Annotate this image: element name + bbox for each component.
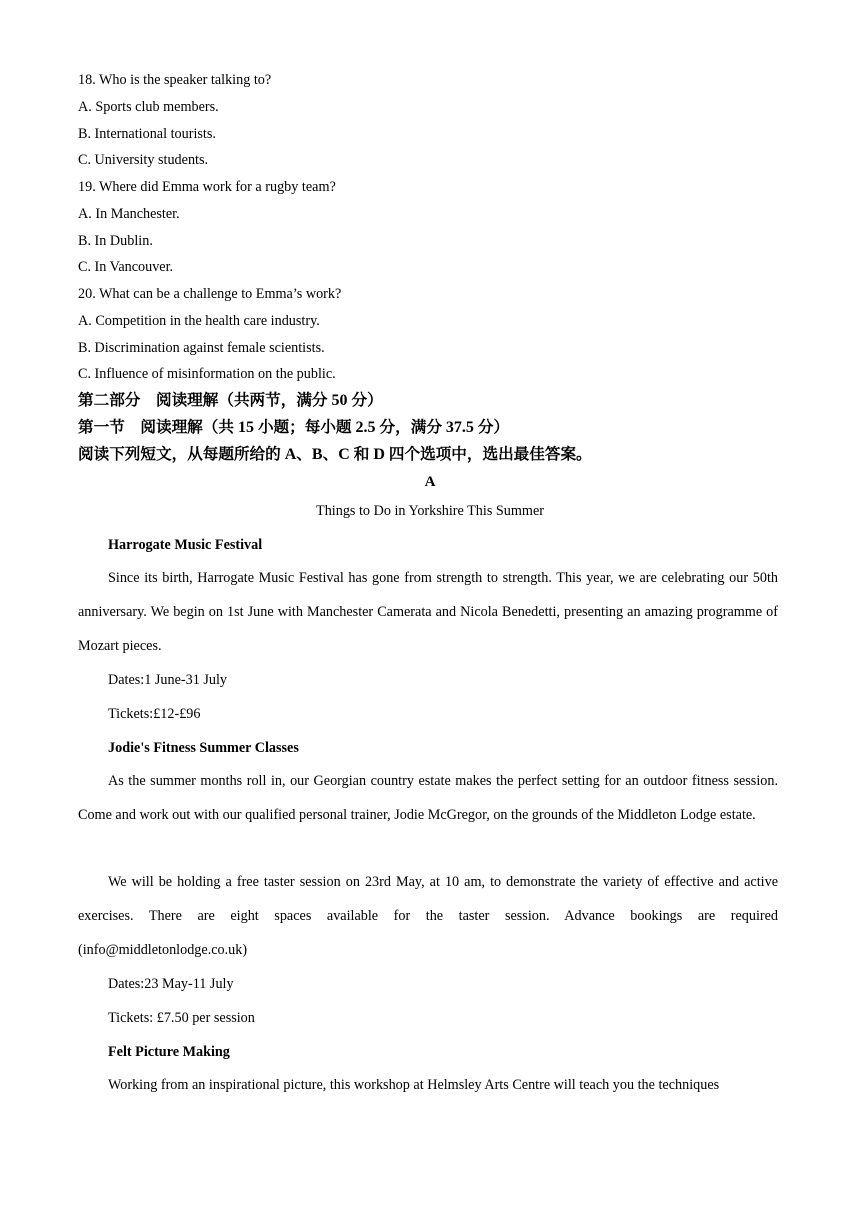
question-19-stem: 19. Where did Emma work for a rugby team? (78, 179, 336, 195)
question-19-option-a: A. In Manchester. (78, 206, 180, 222)
part2-heading: 第二部分 阅读理解（共两节，满分 50 分） (78, 391, 383, 409)
question-20-stem: 20. What can be a challenge to Emma’s work? (78, 286, 342, 302)
event1-dates: Dates:1 June-31 July (108, 672, 228, 688)
question-18-stem: 18. Who is the speaker talking to? (78, 72, 272, 88)
event1-body: Since its birth, Harrogate Music Festival has gone from strength to strength. This year, we are celebrating our 50th anniversary. We begin on 1st June with Manchester Camerata and Nicola Benedetti, presenting an amazing programme of Mozart pieces. (78, 570, 778, 654)
question-18-option-b: B. International tourists. (78, 126, 216, 142)
section1-heading: 第一节 阅读理解（共 15 小题；每小题 2.5 分，满分 37.5 分） (78, 418, 510, 436)
event2-body-1: As the summer months roll in, our Georgian country estate makes the perfect setting for an outdoor fitness session. Come and work out with our qualified personal trainer, Jodie McGregor, on the grounds of the Middleton Lodge estate. (78, 773, 778, 823)
question-18-option-a: A. Sports club members. (78, 99, 219, 115)
event2-tickets: Tickets: £7.50 per session (108, 1010, 255, 1026)
event2-body-2: We will be holding a free taster session on 23rd May, at 10 am, to demonstrate the variety of effective and active exercises. There are eight spaces available for the taster session. Advance bookings are required (info@middletonlodge.co.uk) (78, 874, 778, 958)
question-20-option-b: B. Discrimination against female scientists. (78, 340, 325, 356)
event3-body: Working from an inspirational picture, this workshop at Helmsley Arts Centre will teach you the techniques (108, 1077, 720, 1093)
event2-dates: Dates:23 May-11 July (108, 976, 234, 992)
event2-name: Jodie's Fitness Summer Classes (108, 740, 299, 756)
event1-tickets: Tickets:£12-£96 (108, 706, 201, 722)
event3-name: Felt Picture Making (108, 1044, 230, 1060)
question-19-option-b: B. In Dublin. (78, 233, 153, 249)
question-19-option-c: C. In Vancouver. (78, 259, 174, 275)
passage-letter: A (424, 474, 436, 490)
question-20-option-c: C. Influence of misinformation on the public. (78, 366, 336, 382)
question-20-option-a: A. Competition in the health care industry. (78, 313, 320, 329)
reading-instructions: 阅读下列短文，从每题所给的 A、B、C 和 D 四个选项中，选出最佳答案。 (78, 445, 592, 463)
event1-name: Harrogate Music Festival (108, 537, 263, 553)
passage-title: Things to Do in Yorkshire This Summer (316, 503, 544, 519)
question-18-option-c: C. University students. (78, 152, 209, 168)
